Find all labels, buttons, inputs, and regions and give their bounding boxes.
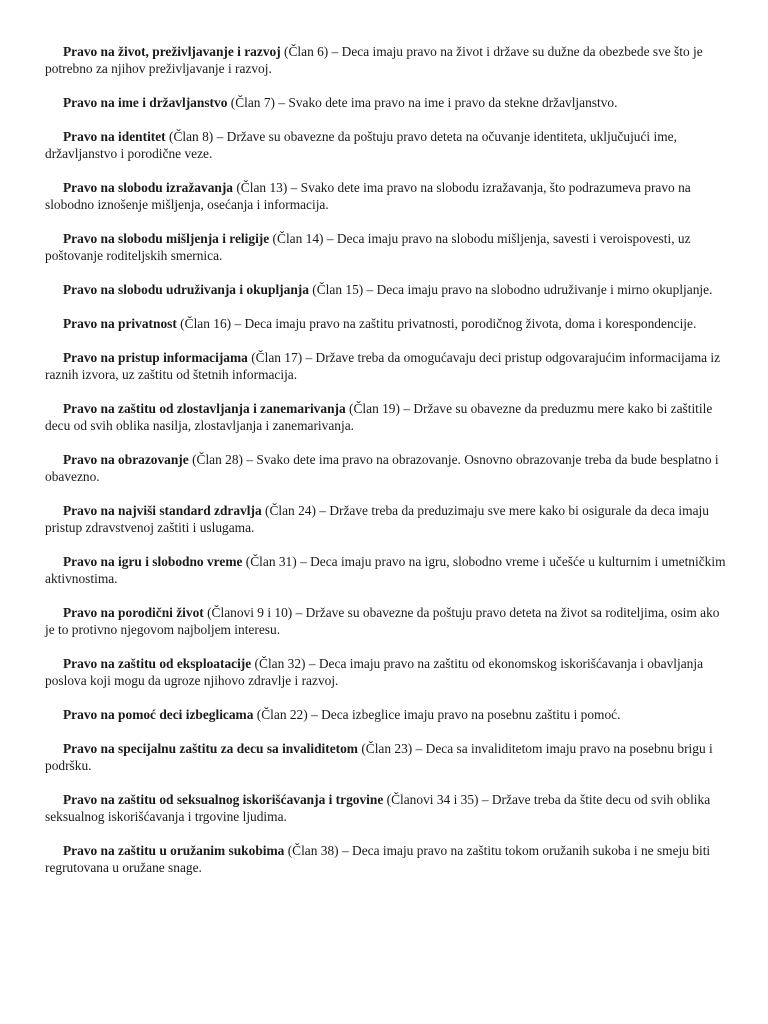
right-title: Pravo na obrazovanje [63, 452, 189, 467]
right-paragraph-play [45, 553, 728, 587]
right-title: Pravo na najviši standard zdravlja [63, 503, 262, 518]
right-paragraph-refugees [45, 706, 728, 723]
right-text: (Član 13) – Svako dete ima pravo na slobodu izražavanja, što podrazumeva pravo na slobodno iznošenje mišljenja, osećanja i informacija. [45, 180, 691, 212]
right-title: Pravo na pomoć deci izbeglicama [63, 707, 254, 722]
right-text: (Član 38) – Deca imaju pravo na zaštitu tokom oružanih sukoba i ne smeju biti regrutovana u oružane snage. [45, 843, 711, 875]
right-text: (Član 15) – Deca imaju pravo na slobodno udruživanje i mirno okupljanje. [308, 282, 713, 297]
right-title: Pravo na ime i državljanstvo [63, 95, 228, 110]
right-title: Pravo na život, preživljavanje i razvoj [63, 44, 281, 59]
right-paragraph-thought [45, 230, 728, 264]
right-title: Pravo na privatnost [63, 316, 177, 331]
right-paragraph-armed-conflict [45, 842, 728, 876]
right-title: Pravo na zaštitu od zlostavljanja i zanemarivanja [63, 401, 346, 416]
right-title: Pravo na zaštitu od seksualnog iskorišćavanja i trgovine [63, 792, 384, 807]
right-text: (Član 16) – Deca imaju pravo na zaštitu privatnosti, porodičnog života, doma i korespondencije. [176, 316, 697, 331]
right-paragraph-disability [45, 740, 728, 774]
right-text: (Član 8) – Države su obavezne da poštuju pravo deteta na očuvanje identiteta, uključujući ime, državljanstvo i porodične veze. [45, 129, 677, 161]
right-paragraph-exploitation [45, 655, 728, 689]
right-paragraph-family [45, 604, 728, 638]
right-text: (Član 24) – Države treba da preduzimaju sve mere kako bi osigurale da deca imaju pristup zdravstvenoj zaštiti i uslugama. [45, 503, 709, 535]
right-title: Pravo na identitet [63, 129, 166, 144]
right-text: (Član 23) – Deca sa invaliditetom imaju pravo na posebnu brigu i podršku. [45, 741, 713, 773]
right-text: (Član 31) – Deca imaju pravo na igru, slobodno vreme i učešće u kulturnim i umetničkim aktivnostima. [45, 554, 726, 586]
right-paragraph-health [45, 502, 728, 536]
right-paragraph-name [45, 94, 728, 111]
right-text: (Član 6) – Deca imaju pravo na život i države su dužne da obezbede sve što je potrebno za njihov preživljavanje i razvoj. [45, 44, 703, 76]
right-paragraph-expression [45, 179, 728, 213]
right-paragraph-life [45, 43, 728, 77]
right-paragraph-information [45, 349, 728, 383]
right-text: (Član 22) – Deca izbeglice imaju pravo na posebnu zaštitu i pomoć. [253, 707, 621, 722]
right-text: (Član 28) – Svako dete ima pravo na obrazovanje. Osnovno obrazovanje treba da bude besplatno i obavezno. [45, 452, 719, 484]
right-paragraph-identity [45, 128, 728, 162]
right-title: Pravo na igru i slobodno vreme [63, 554, 243, 569]
right-title: Pravo na slobodu izražavanja [63, 180, 233, 195]
document-page [45, 43, 728, 893]
right-text: (Član 17) – Države treba da omogućavaju deci pristup odgovarajućim informacijama iz raznih izvora, uz zaštitu od štetnih informacija. [45, 350, 721, 382]
right-paragraph-privacy [45, 315, 728, 332]
right-text: (Članovi 34 i 35) – Države treba da štite decu od svih oblika seksualnog iskorišćavanja i trgovine ljudima. [45, 792, 711, 824]
right-text: (Član 19) – Države su obavezne da preduzmu mere kako bi zaštitile decu od svih oblika nasilja, zlostavljanja i zanemarivanja. [45, 401, 713, 433]
right-title: Pravo na slobodu udruživanja i okupljanja [63, 282, 309, 297]
right-paragraph-abuse-protection [45, 400, 728, 434]
right-title: Pravo na specijalnu zaštitu za decu sa invaliditetom [63, 741, 358, 756]
right-title: Pravo na pristup informacijama [63, 350, 248, 365]
right-paragraph-education [45, 451, 728, 485]
right-title: Pravo na zaštitu od eksploatacije [63, 656, 252, 671]
right-paragraph-sexual-exploitation [45, 791, 728, 825]
right-title: Pravo na zaštitu u oružanim sukobima [63, 843, 285, 858]
right-text: (Član 14) – Deca imaju pravo na slobodu mišljenja, savesti i veroispovesti, uz poštovanje roditeljskih smernica. [45, 231, 691, 263]
right-text: (Član 32) – Deca imaju pravo na zaštitu od ekonomskog iskorišćavanja i obavljanja poslova koji mogu da ugroze njihovo zdravlje i razvoj. [45, 656, 704, 688]
right-title: Pravo na slobodu mišljenja i religije [63, 231, 270, 246]
right-title: Pravo na porodični život [63, 605, 204, 620]
right-paragraph-association [45, 281, 728, 298]
right-text: (Članovi 9 i 10) – Države su obavezne da poštuju pravo deteta na život sa roditeljima, osim ako je to protivno njegovom najboljem interesu. [45, 605, 720, 637]
right-text: (Član 7) – Svako dete ima pravo na ime i pravo da stekne državljanstvo. [227, 95, 618, 110]
